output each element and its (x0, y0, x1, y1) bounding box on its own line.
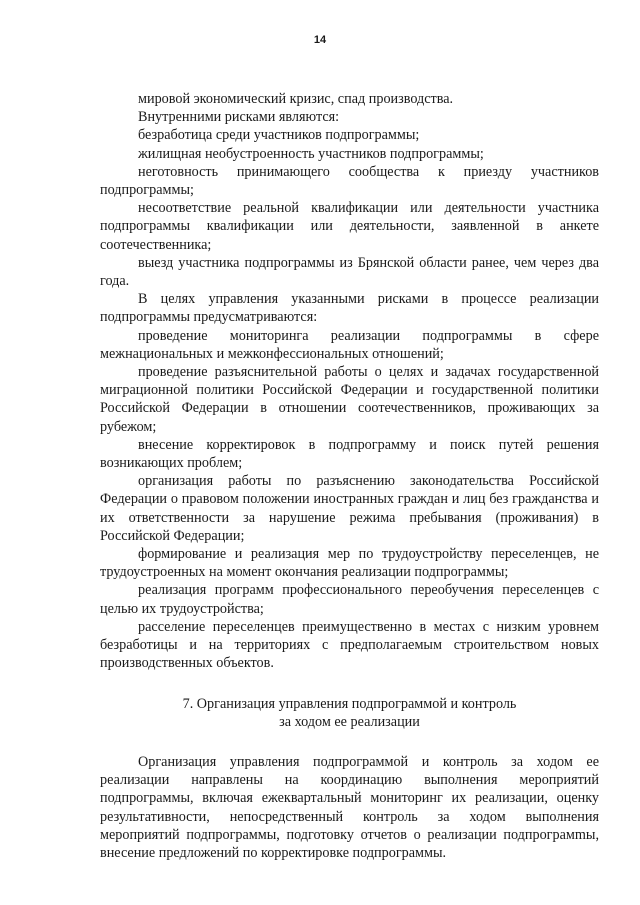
paragraph: жилищная необустроенность участников подпрограммы; (138, 145, 484, 162)
paragraph: проведение разъяснительной работы о целях и задачах государственной миграционной политики Российской Федерации и государственной политики Российской Федерации в отношении соотечественников, проживающих за рубежом; (100, 364, 599, 435)
paragraph: неготовность принимающего сообщества к приезду участников подпрограммы; (100, 163, 599, 199)
paragraph: расселение переселенцев преимущественно в местах с низким уровнем безработицы и на территориях с предполагаемым строительством новых производственных объектов. (100, 618, 599, 672)
paragraph: мировой экономический кризис, спад производства. (138, 91, 454, 107)
paragraph: выезд участника подпрограммы из Брянской области ранее, чем через два года. (100, 254, 599, 290)
paragraph: формирование и реализация мер по трудоустройству переселенцев, не трудоустроенных на момент окончания реализации подпрограммы; (100, 546, 599, 581)
section-heading (100, 695, 599, 731)
paragraph: безработица среди участников подпрограммы; (138, 127, 420, 144)
paragraph: организация работы по разъяснению законодательства Российской Федерации о правовом положении иностранных граждан и лиц без гражданства и их ответственности за нарушение режима пребывания (проживания) в Российской Федерации; (100, 473, 599, 544)
paragraph: реализация программ профессионального переобучения переселенцев с целью их трудоустройства; (100, 582, 599, 617)
paragraph: Организация управления подпрограммой и контроль за ходом ее реализации направлены на координацию выполнения мероприятий подпрограммы, включая ежеквартальный мониторинг их реализации, оценку результативности, непосредственный контроль за ходом выполнения мероприятий подпрограммы, подготовку отчетов о реализации подпрограмmы, внесение предложений по корректировке подпрограммы. (100, 753, 599, 861)
page-number: 14 (313, 34, 327, 46)
paragraph: проведение мониторинга реализации подпрограммы в сфере межнациональных и межконфессиональных отношений; (100, 327, 599, 362)
paragraph: несоответствие реальной квалификации или деятельности участника подпрограммы квалификации или деятельности, заявленной в анкете соотечественника; (100, 200, 599, 253)
section-heading-line: за ходом ее реализации (279, 713, 420, 730)
paragraph: Внутренними рисками являются: (138, 109, 340, 126)
paragraph: В целях управления указанными рисками в процессе реализации подпрограммы предусматриваются: (100, 291, 599, 326)
section-heading-line: 7. Организация управления подпрограммой и контроль (182, 695, 517, 712)
document-body (100, 90, 599, 862)
paragraph: внесение корректировок в подпрограмму и поиск путей решения возникающих проблем; (100, 436, 599, 472)
